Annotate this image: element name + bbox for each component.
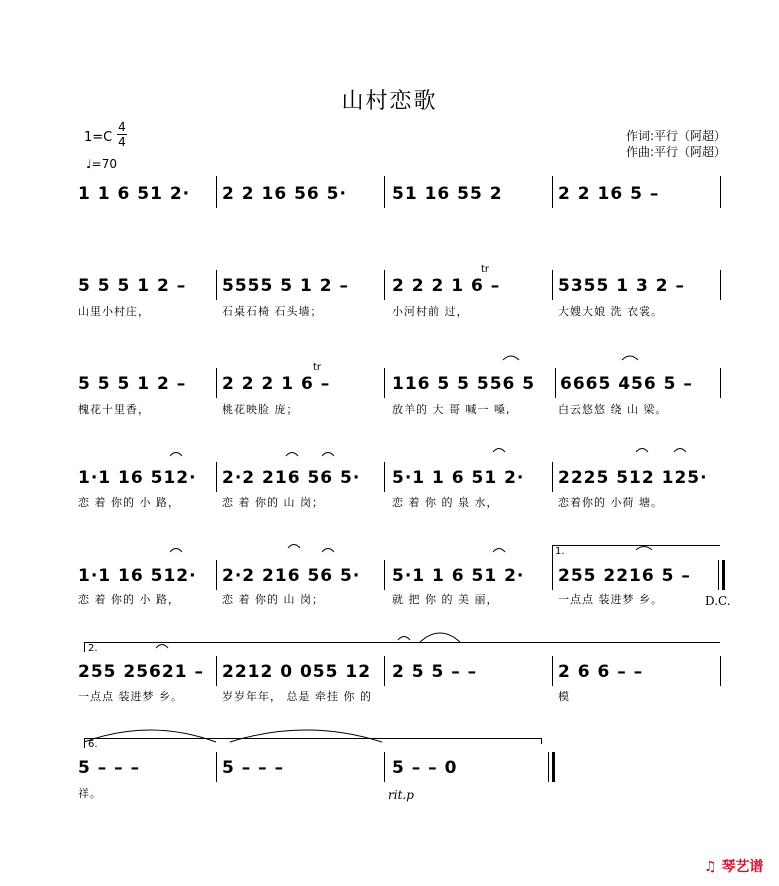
logo-icon: ♫ [704, 859, 717, 875]
measure: 2225 512 125· [558, 468, 708, 488]
measure: 116 5 5 556 5 [392, 374, 536, 394]
slur [286, 453, 298, 457]
time-sig-top: 4 [118, 120, 126, 134]
tie [230, 730, 382, 742]
lyric: 恋着你的 小荷 塘。 [558, 496, 663, 509]
slur [493, 449, 505, 453]
measure: 2 2 2 1 6 – [222, 374, 331, 394]
lyric: 石桌石椅 石头墙； [222, 305, 323, 318]
measure: 2212 0 055 12 [222, 662, 372, 682]
lyric: 槐花十里香， [78, 403, 150, 416]
song-title: 山村恋歌 [341, 89, 438, 114]
measure: 5 – – 0 [392, 758, 458, 778]
slur [493, 549, 505, 553]
slur [288, 545, 300, 549]
tempo-mark: ♩=70 [86, 157, 117, 171]
measure: 2 2 16 5 – [558, 184, 660, 204]
measure: 1·1 16 512· [78, 468, 197, 488]
measure: 5·1 1 6 51 2· [392, 566, 525, 586]
lyric: 小河村前 过， [392, 305, 469, 318]
slur [322, 549, 334, 553]
slur [622, 356, 638, 360]
time-sig-bottom: 4 [118, 135, 126, 149]
measure: 5355 1 3 2 – [558, 276, 685, 296]
slur [322, 453, 334, 457]
lyric: 恋 着 你的 山 岗； [222, 593, 324, 606]
key-signature: 1=C [84, 130, 113, 145]
slur [636, 547, 652, 551]
logo-text: 琴艺谱 [721, 859, 764, 875]
slur [156, 645, 168, 649]
lyricist: 作词:平行（阿超） [626, 129, 727, 143]
site-logo [704, 856, 763, 876]
trill-mark: tr [313, 362, 322, 373]
trill-mark: tr [481, 264, 490, 275]
tie [420, 633, 460, 642]
measure: 2·2 216 56 5· [222, 468, 361, 488]
measure: 255 25621 – [78, 662, 204, 682]
dynamic-mark: rit.p [388, 788, 414, 802]
measure: 1·1 16 512· [78, 566, 197, 586]
slur [636, 449, 648, 453]
volta-3-label: 6. [88, 739, 98, 750]
measure: 2 2 2 1 6 – [392, 276, 501, 296]
lyric: 就 把 你 的 美 丽， [392, 593, 499, 606]
lyric: 桃花映脸 庞； [222, 403, 299, 416]
lyric: 岁岁年年， 总是 牵挂 你 的 [222, 690, 372, 703]
measure: 2 2 16 56 5· [222, 184, 347, 204]
lyric: 放羊的 大 哥 喊一 嗓, [392, 403, 511, 416]
lyric: 恋 着 你的 山 岗； [222, 496, 324, 509]
lyric: 山里小村庄， [78, 305, 150, 318]
lyric: 祥。 [78, 787, 102, 800]
lyric: 恋 着 你 的 泉 水， [392, 496, 499, 509]
measure: 5 5 5 1 2 – [78, 374, 187, 394]
measure: 255 2216 5 – [558, 566, 691, 586]
measure: 5 – – – [222, 758, 285, 778]
slur [503, 356, 519, 360]
lyric: 大嫂大娘 洗 衣裳。 [558, 305, 663, 318]
measure: 1 1 6 51 2· [78, 184, 191, 204]
lyric: 恋 着 你的 小 路， [78, 496, 180, 509]
lyric: 恋 着 你的 小 路， [78, 593, 180, 606]
lyric: 一点点 装进梦 乡。 [78, 690, 183, 703]
lyric: 白云悠悠 绕 山 梁。 [558, 403, 668, 416]
slur [674, 449, 686, 453]
measure: 2 5 5 – – [392, 662, 478, 682]
tie [84, 730, 216, 742]
measure: 5 – – – [78, 758, 141, 778]
lyric: 模 [558, 690, 570, 703]
measure: 2·2 216 56 5· [222, 566, 361, 586]
lyric: 一点点 装进梦 乡。 [558, 593, 663, 606]
measure: 51 16 55 2 [392, 184, 503, 204]
slur [170, 549, 182, 553]
measure: 5 5 5 1 2 – [78, 276, 187, 296]
dc-mark: D.C. [705, 594, 731, 608]
measure: 6665 456 5 – [560, 374, 693, 394]
measure: 5555 5 1 2 – [222, 276, 349, 296]
slur [398, 637, 410, 641]
measure: 2 6 6 – – [558, 662, 644, 682]
measure: 5·1 1 6 51 2· [392, 468, 525, 488]
slur [170, 453, 182, 457]
volta-2-label: 2. [88, 643, 98, 654]
composer: 作曲:平行（阿超） [626, 145, 727, 159]
volta-1-label: 1. [555, 546, 565, 557]
